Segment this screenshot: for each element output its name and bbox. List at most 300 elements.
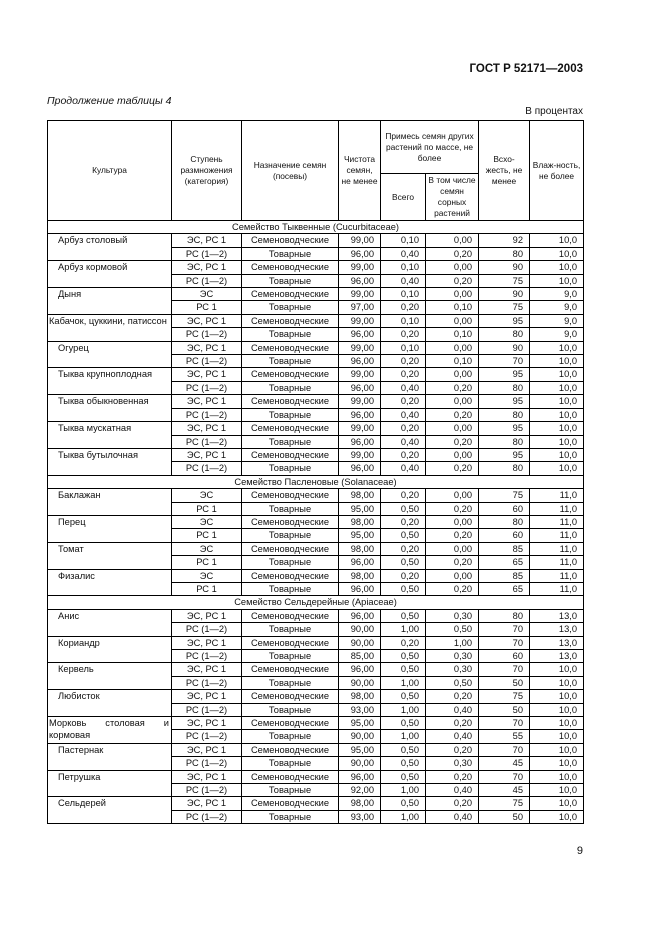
germination-cell: 85 [479,569,530,582]
stage-cell: ЭС, РС 1 [172,368,242,381]
purity-cell: 98,00 [339,690,381,703]
table-row [48,234,584,247]
purpose-cell: Семеноводческие [242,288,339,301]
purity-cell: 99,00 [339,448,381,461]
crop-name-cell: Сельдерей [48,797,172,824]
purpose-cell: Семеноводческие [242,542,339,555]
units-note: В процентах [525,106,583,117]
admixture-weeds-cell: 0,10 [426,301,479,314]
germination-cell: 60 [479,529,530,542]
stage-cell: РС (1—2) [172,650,242,663]
germination-cell: 80 [479,381,530,394]
header-admixture: Примесь семян других растений по массе, не более [381,121,479,174]
admixture-weeds-cell: 0,20 [426,582,479,595]
header-purity: Чистота семян, не менее [339,121,381,221]
stage-cell: ЭС, РС 1 [172,261,242,274]
purpose-cell: Семеноводческие [242,341,339,354]
table-row [48,770,584,783]
moisture-cell: 10,0 [530,703,584,716]
purity-cell: 96,00 [339,247,381,260]
stage-cell: ЭС, РС 1 [172,314,242,327]
stage-cell: РС (1—2) [172,355,242,368]
purpose-cell: Товарные [242,650,339,663]
moisture-cell: 11,0 [530,542,584,555]
admixture-weeds-cell: 0,30 [426,650,479,663]
stage-cell: РС (1—2) [172,247,242,260]
moisture-cell: 10,0 [530,770,584,783]
germination-cell: 70 [479,663,530,676]
admixture-total-cell: 0,50 [381,609,426,622]
admixture-weeds-cell: 0,20 [426,274,479,287]
purity-cell: 93,00 [339,703,381,716]
purpose-cell: Товарные [242,623,339,636]
purpose-cell: Семеноводческие [242,636,339,649]
purity-cell: 93,00 [339,810,381,823]
stage-cell: РС (1—2) [172,462,242,475]
table-row [48,314,584,327]
purity-cell: 96,00 [339,556,381,569]
admixture-weeds-cell: 0,30 [426,609,479,622]
purpose-cell: Товарные [242,757,339,770]
admixture-weeds-cell: 0,20 [426,502,479,515]
germination-cell: 80 [479,462,530,475]
stage-cell: РС 1 [172,582,242,595]
table-row [48,515,584,528]
admixture-weeds-cell: 0,30 [426,663,479,676]
admixture-total-cell: 1,00 [381,784,426,797]
moisture-cell: 11,0 [530,489,584,502]
admixture-total-cell: 0,20 [381,489,426,502]
admixture-weeds-cell: 0,00 [426,515,479,528]
admixture-weeds-cell: 0,20 [426,556,479,569]
purity-cell: 95,00 [339,502,381,515]
stage-cell: ЭС, РС 1 [172,743,242,756]
purpose-cell: Товарные [242,274,339,287]
purity-cell: 96,00 [339,609,381,622]
header-purpose: Назначение семян (посевы) [242,121,339,221]
table-row [48,569,584,582]
germination-cell: 80 [479,247,530,260]
purity-cell: 96,00 [339,462,381,475]
stage-cell: ЭС, РС 1 [172,717,242,730]
purpose-cell: Товарные [242,301,339,314]
purity-cell: 90,00 [339,730,381,743]
stage-cell: ЭС [172,569,242,582]
purpose-cell: Семеноводческие [242,797,339,810]
germination-cell: 95 [479,448,530,461]
germination-cell: 70 [479,636,530,649]
admixture-total-cell: 0,40 [381,408,426,421]
stage-cell: РС (1—2) [172,730,242,743]
purpose-cell: Семеноводческие [242,395,339,408]
stage-cell: РС (1—2) [172,703,242,716]
purpose-cell: Семеноводческие [242,663,339,676]
admixture-weeds-cell: 0,00 [426,569,479,582]
moisture-cell: 10,0 [530,234,584,247]
purpose-cell: Товарные [242,355,339,368]
purity-cell: 99,00 [339,368,381,381]
stage-cell: РС 1 [172,502,242,515]
purpose-cell: Товарные [242,502,339,515]
table-row [48,690,584,703]
purity-cell: 98,00 [339,489,381,502]
admixture-total-cell: 0,50 [381,690,426,703]
table-row [48,288,584,301]
germination-cell: 95 [479,314,530,327]
purpose-cell: Семеноводческие [242,569,339,582]
crop-name-cell: Анис [48,609,172,636]
table-row [48,717,584,730]
admixture-total-cell: 0,20 [381,368,426,381]
stage-cell: ЭС, РС 1 [172,422,242,435]
crop-name-cell: Любисток [48,690,172,717]
crop-name-cell: Тыква крупноплодная [48,368,172,395]
germination-cell: 75 [479,690,530,703]
admixture-total-cell: 0,50 [381,529,426,542]
admixture-total-cell: 0,20 [381,515,426,528]
page-number: 9 [576,845,583,857]
header-germination: Всхо-жесть, не менее [479,121,530,221]
family-title: Семейство Пасленовые (Solanaceae) [48,475,584,488]
crop-name-cell: Тыква мускатная [48,422,172,449]
table-row [48,448,584,461]
stage-cell: РС 1 [172,529,242,542]
admixture-weeds-cell: 0,30 [426,757,479,770]
purity-cell: 96,00 [339,770,381,783]
admixture-weeds-cell: 0,00 [426,234,479,247]
germination-cell: 45 [479,784,530,797]
moisture-cell: 13,0 [530,623,584,636]
moisture-cell: 11,0 [530,569,584,582]
germination-cell: 90 [479,341,530,354]
moisture-cell: 10,0 [530,408,584,421]
purity-cell: 96,00 [339,408,381,421]
germination-cell: 95 [479,395,530,408]
document-code: ГОСТ Р 52171—2003 [469,63,583,75]
admixture-total-cell: 0,50 [381,757,426,770]
crop-name-cell: Петрушка [48,770,172,797]
germination-cell: 70 [479,623,530,636]
header-admixture-weeds: В том числе семян сорных растений [426,174,479,221]
germination-cell: 50 [479,676,530,689]
germination-cell: 65 [479,556,530,569]
crop-name-cell: Пастернак [48,743,172,770]
admixture-weeds-cell: 0,20 [426,435,479,448]
moisture-cell: 10,0 [530,784,584,797]
germination-cell: 60 [479,650,530,663]
admixture-weeds-cell: 0,40 [426,810,479,823]
crop-name-cell: Тыква обыкновенная [48,395,172,422]
crop-name-cell: Арбуз столовый [48,234,172,261]
germination-cell: 70 [479,743,530,756]
purpose-cell: Товарные [242,328,339,341]
admixture-weeds-cell: 0,00 [426,489,479,502]
germination-cell: 90 [479,288,530,301]
admixture-weeds-cell: 0,20 [426,797,479,810]
moisture-cell: 10,0 [530,368,584,381]
header-crop: Культура [48,121,172,221]
admixture-total-cell: 1,00 [381,703,426,716]
purpose-cell: Семеноводческие [242,489,339,502]
purpose-cell: Товарные [242,703,339,716]
germination-cell: 75 [479,301,530,314]
moisture-cell: 10,0 [530,395,584,408]
purity-cell: 96,00 [339,328,381,341]
purpose-cell: Семеноводческие [242,743,339,756]
purity-cell: 95,00 [339,743,381,756]
moisture-cell: 10,0 [530,797,584,810]
admixture-weeds-cell: 0,00 [426,542,479,555]
purpose-cell: Семеноводческие [242,422,339,435]
family-title: Семейство Тыквенные (Cucurbitaceae) [48,221,584,234]
germination-cell: 70 [479,770,530,783]
admixture-weeds-cell: 1,00 [426,636,479,649]
purpose-cell: Семеноводческие [242,609,339,622]
moisture-cell: 10,0 [530,730,584,743]
admixture-total-cell: 0,20 [381,328,426,341]
purpose-cell: Товарные [242,784,339,797]
stage-cell: РС (1—2) [172,784,242,797]
moisture-cell: 13,0 [530,609,584,622]
admixture-total-cell: 0,20 [381,355,426,368]
purpose-cell: Товарные [242,381,339,394]
admixture-weeds-cell: 0,50 [426,623,479,636]
stage-cell: ЭС, РС 1 [172,770,242,783]
admixture-total-cell: 0,50 [381,743,426,756]
admixture-weeds-cell: 0,00 [426,341,479,354]
purpose-cell: Товарные [242,462,339,475]
admixture-total-cell: 0,10 [381,234,426,247]
purity-cell: 96,00 [339,274,381,287]
purity-cell: 99,00 [339,395,381,408]
moisture-cell: 10,0 [530,757,584,770]
germination-cell: 95 [479,422,530,435]
purpose-cell: Семеноводческие [242,448,339,461]
purity-cell: 96,00 [339,435,381,448]
crop-name-cell: Физалис [48,569,172,596]
purity-cell: 96,00 [339,381,381,394]
admixture-total-cell: 0,40 [381,462,426,475]
table-row [48,797,584,810]
moisture-cell: 10,0 [530,341,584,354]
stage-cell: ЭС, РС 1 [172,609,242,622]
admixture-weeds-cell: 0,50 [426,676,479,689]
crop-name-cell: Кервель [48,663,172,690]
crop-name-cell: Баклажан [48,489,172,516]
stage-cell: РС (1—2) [172,408,242,421]
stage-cell: РС (1—2) [172,676,242,689]
germination-cell: 70 [479,717,530,730]
family-row [48,596,584,609]
stage-cell: РС (1—2) [172,623,242,636]
admixture-weeds-cell: 0,00 [426,288,479,301]
moisture-cell: 9,0 [530,288,584,301]
moisture-cell: 10,0 [530,435,584,448]
stage-cell: ЭС, РС 1 [172,663,242,676]
admixture-total-cell: 0,20 [381,542,426,555]
purity-cell: 92,00 [339,784,381,797]
moisture-cell: 10,0 [530,381,584,394]
moisture-cell: 11,0 [530,556,584,569]
crop-name-cell: Тыква бутылочная [48,448,172,475]
germination-cell: 50 [479,703,530,716]
admixture-total-cell: 0,50 [381,582,426,595]
germination-cell: 75 [479,489,530,502]
header-moisture: Влаж-ность, не более [530,121,584,221]
crop-name-cell: Дыня [48,288,172,315]
purpose-cell: Семеноводческие [242,261,339,274]
purity-cell: 99,00 [339,341,381,354]
admixture-weeds-cell: 0,20 [426,408,479,421]
moisture-cell: 10,0 [530,717,584,730]
admixture-total-cell: 1,00 [381,810,426,823]
family-title: Семейство Сельдерейные (Apiaceae) [48,596,584,609]
crop-name-cell: Кориандр [48,636,172,663]
purity-cell: 96,00 [339,663,381,676]
purity-cell: 90,00 [339,757,381,770]
moisture-cell: 10,0 [530,690,584,703]
admixture-total-cell: 1,00 [381,730,426,743]
stage-cell: РС (1—2) [172,435,242,448]
purity-cell: 99,00 [339,288,381,301]
moisture-cell: 11,0 [530,502,584,515]
admixture-total-cell: 0,50 [381,717,426,730]
stage-cell: РС (1—2) [172,328,242,341]
table-row [48,395,584,408]
germination-cell: 65 [479,582,530,595]
stage-cell: ЭС, РС 1 [172,690,242,703]
purpose-cell: Товарные [242,676,339,689]
stage-cell: ЭС [172,515,242,528]
purpose-cell: Семеноводческие [242,314,339,327]
purpose-cell: Товарные [242,556,339,569]
purity-cell: 98,00 [339,515,381,528]
purity-cell: 90,00 [339,623,381,636]
admixture-weeds-cell: 0,00 [426,422,479,435]
moisture-cell: 10,0 [530,355,584,368]
table-body [48,221,584,824]
admixture-total-cell: 0,10 [381,341,426,354]
germination-cell: 75 [479,274,530,287]
purpose-cell: Семеноводческие [242,770,339,783]
table-row [48,663,584,676]
moisture-cell: 13,0 [530,650,584,663]
admixture-total-cell: 0,20 [381,448,426,461]
purity-cell: 90,00 [339,676,381,689]
crop-name-cell: Кабачок, цуккини, патиссон [48,314,172,341]
family-row [48,221,584,234]
germination-cell: 50 [479,810,530,823]
purity-cell: 99,00 [339,422,381,435]
admixture-weeds-cell: 0,20 [426,743,479,756]
stage-cell: РС 1 [172,301,242,314]
purpose-cell: Товарные [242,810,339,823]
moisture-cell: 10,0 [530,247,584,260]
moisture-cell: 9,0 [530,301,584,314]
table-row [48,368,584,381]
admixture-weeds-cell: 0,00 [426,261,479,274]
admixture-total-cell: 0,20 [381,301,426,314]
table-row [48,636,584,649]
purpose-cell: Товарные [242,730,339,743]
admixture-weeds-cell: 0,00 [426,448,479,461]
moisture-cell: 10,0 [530,422,584,435]
admixture-total-cell: 0,20 [381,569,426,582]
admixture-weeds-cell: 0,00 [426,314,479,327]
purity-cell: 90,00 [339,636,381,649]
crop-name-cell: Огурец [48,341,172,368]
table-row [48,743,584,756]
admixture-total-cell: 0,50 [381,502,426,515]
admixture-total-cell: 0,40 [381,435,426,448]
admixture-total-cell: 0,40 [381,247,426,260]
stage-cell: ЭС [172,489,242,502]
purpose-cell: Семеноводческие [242,234,339,247]
admixture-weeds-cell: 0,20 [426,529,479,542]
purity-cell: 99,00 [339,234,381,247]
table-row [48,542,584,555]
purpose-cell: Товарные [242,435,339,448]
germination-cell: 80 [479,515,530,528]
germination-cell: 80 [479,609,530,622]
admixture-weeds-cell: 0,40 [426,730,479,743]
moisture-cell: 10,0 [530,810,584,823]
stage-cell: РС (1—2) [172,381,242,394]
purity-cell: 97,00 [339,301,381,314]
purpose-cell: Семеноводческие [242,368,339,381]
stage-cell: ЭС [172,288,242,301]
crop-name-cell: Томат [48,542,172,569]
crop-name-cell: Перец [48,515,172,542]
moisture-cell: 9,0 [530,328,584,341]
admixture-weeds-cell: 0,40 [426,703,479,716]
table-row [48,341,584,354]
stage-cell: ЭС, РС 1 [172,797,242,810]
moisture-cell: 10,0 [530,261,584,274]
purity-cell: 98,00 [339,797,381,810]
table-row [48,261,584,274]
moisture-cell: 11,0 [530,515,584,528]
stage-cell: ЭС, РС 1 [172,395,242,408]
family-row [48,475,584,488]
admixture-total-cell: 1,00 [381,676,426,689]
admixture-total-cell: 1,00 [381,623,426,636]
header-stage: Ступень размножения (категория) [172,121,242,221]
stage-cell: РС (1—2) [172,757,242,770]
admixture-weeds-cell: 0,10 [426,328,479,341]
stage-cell: ЭС, РС 1 [172,448,242,461]
admixture-total-cell: 0,10 [381,261,426,274]
purity-cell: 99,00 [339,314,381,327]
germination-cell: 55 [479,730,530,743]
admixture-weeds-cell: 0,00 [426,368,479,381]
stage-cell: РС (1—2) [172,810,242,823]
moisture-cell: 9,0 [530,314,584,327]
table-row [48,489,584,502]
purpose-cell: Семеноводческие [242,690,339,703]
moisture-cell: 10,0 [530,676,584,689]
admixture-total-cell: 0,40 [381,381,426,394]
purity-cell: 95,00 [339,529,381,542]
purity-cell: 99,00 [339,261,381,274]
moisture-cell: 11,0 [530,529,584,542]
germination-cell: 45 [479,757,530,770]
seed-quality-table [47,120,584,824]
stage-cell: ЭС [172,542,242,555]
moisture-cell: 10,0 [530,274,584,287]
purity-cell: 98,00 [339,569,381,582]
germination-cell: 92 [479,234,530,247]
